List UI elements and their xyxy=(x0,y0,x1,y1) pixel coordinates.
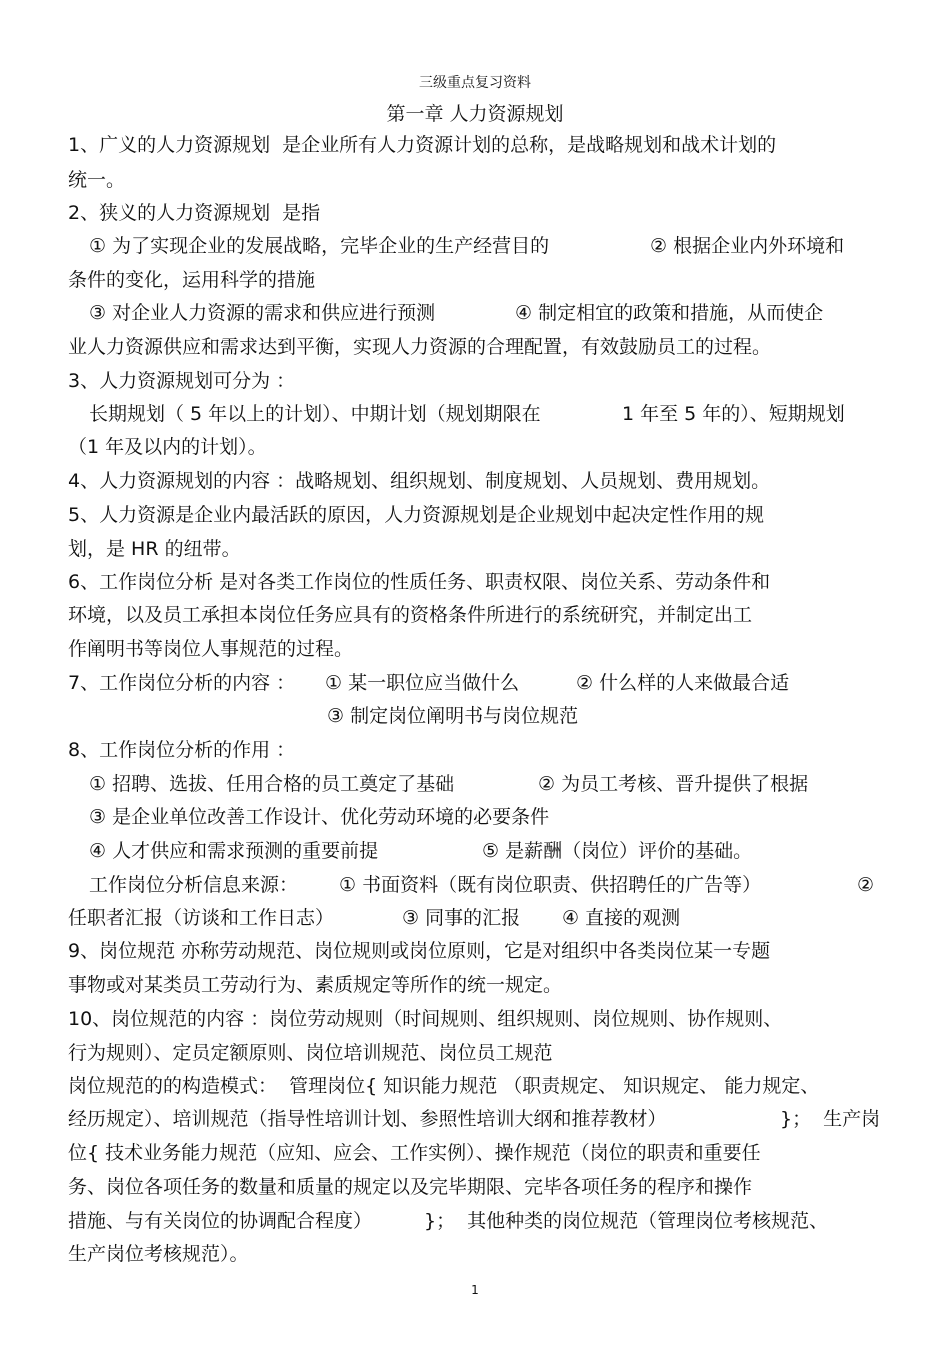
text-line: 9、岗位规范 亦称劳动规范、岗位规则或岗位原则，它是对组织中各类岗位某一专题 xyxy=(68,940,771,962)
text-line: ① 为了实现企业的发展战略，完毕企业的生产经营目的 xyxy=(89,235,550,257)
text-line: 岗位规范的的构造模式： 管理岗位{ 知识能力规范 （职责规定、 知识规定、 能力规定、 xyxy=(68,1075,820,1097)
text-line: ② 什么样的人来做最合适 xyxy=(576,672,790,694)
text-line: ② xyxy=(857,874,875,896)
text-line: （1 年及以内的计划）。 xyxy=(68,436,267,458)
text-line: ④ 人才供应和需求预测的重要前提 xyxy=(89,840,379,862)
text-line: ③ 是企业单位改善工作设计、优化劳动环境的必要条件 xyxy=(89,806,550,828)
text-line: ④ 直接的观测 xyxy=(562,907,681,929)
page-header: 三级重点复习资料 xyxy=(419,75,531,91)
text-line: 5、人力资源是企业内最活跃的原因，人力资源规划是企业规划中起决定性作用的规 xyxy=(68,504,765,526)
text-line: ③ 制定岗位阐明书与岗位规范 xyxy=(327,705,579,727)
text-line: 8、工作岗位分析的作用 ： xyxy=(68,739,296,761)
text-line: 行为规则）、定员定额原则、岗位培训规范、岗位员工规范 xyxy=(68,1042,553,1064)
text-line: 2、狭义的人力资源规划 是指 xyxy=(68,202,321,224)
text-line: ④ 制定相宜的政策和措施，从而使企 xyxy=(515,302,824,324)
text-line: 1、广义的人力资源规划 是企业所有人力资源计划的总称，是战略规划和战术计划的 xyxy=(68,134,777,156)
text-line: 1 年至 5 年的）、短期规划 xyxy=(622,403,845,425)
text-line: }； 其他种类的岗位规范（管理岗位考核规范、 xyxy=(424,1210,829,1232)
text-line: 条件的变化，运用科学的措施 xyxy=(68,269,316,291)
text-line: 长期规划（ 5 年以上的计划）、中期计划（规划期限在 xyxy=(89,403,541,425)
text-line: 4、人力资源规划的内容 ：战略规划、组织规划、制度规划、人员规划、费用规划。 xyxy=(68,470,771,492)
text-line: ② 根据企业内外环境和 xyxy=(650,235,845,257)
text-line: ① 招聘、选拔、任用合格的员工奠定了基础 xyxy=(89,773,455,795)
text-line: 统一。 xyxy=(68,169,126,191)
text-line: 7、工作岗位分析的内容 ： xyxy=(68,672,296,694)
text-line: ① 某一职位应当做什么 xyxy=(325,672,520,694)
text-line: 措施、与有关岗位的协调配合程度） xyxy=(68,1210,373,1232)
text-line: 工作岗位分析信息来源： xyxy=(89,874,299,896)
text-line: 环境，以及员工承担本岗位任务应具有的资格条件所进行的系统研究，并制定出工 xyxy=(68,604,753,626)
text-line: 10、岗位规范的内容 ：岗位劳动规则（时间规则、组织规则、岗位规则、协作规则、 xyxy=(68,1008,783,1030)
text-line: }； 生产岗 xyxy=(780,1108,881,1130)
text-line: ③ 同事的汇报 xyxy=(402,907,521,929)
text-line: 作阐明书等岗位人事规范的过程。 xyxy=(68,638,354,660)
page-number: 1 xyxy=(471,1283,479,1297)
text-line: 任职者汇报（访谈和工作日志） xyxy=(68,907,335,929)
text-line: 3、人力资源规划可分为 ： xyxy=(68,370,296,392)
text-line: ⑤ 是薪酬（岗位）评价的基础。 xyxy=(482,840,753,862)
text-line: 业人力资源供应和需求达到平衡，实现人力资源的合理配置，有效鼓励员工的过程。 xyxy=(68,336,772,358)
text-line: 6、工作岗位分析 是对各类工作岗位的性质任务、职责权限、岗位关系、劳动条件和 xyxy=(68,571,771,593)
text-line: 位{ 技术业务能力规范（应知、应会、工作实例）、操作规范（岗位的职责和重要任 xyxy=(68,1142,761,1164)
text-line: 务、岗位各项任务的数量和质量的规定以及完毕期限、完毕各项任务的程序和操作 xyxy=(68,1176,753,1198)
text-line: ① 书面资料（既有岗位职责、供招聘任的广告等） xyxy=(339,874,762,896)
text-line: 经历规定）、培训规范（指导性培训计划、参照性培训大纲和推荐教材） xyxy=(68,1108,667,1130)
text-line: 事物或对某类员工劳动行为、素质规定等所作的统一规定。 xyxy=(68,974,563,996)
text-line: 划，是 HR 的纽带。 xyxy=(68,538,241,560)
text-line: 生产岗位考核规范）。 xyxy=(68,1243,249,1265)
text-line: ③ 对企业人力资源的需求和供应进行预测 xyxy=(89,302,436,324)
text-line: ② 为员工考核、晋升提供了根据 xyxy=(538,773,809,795)
chapter-title: 第一章 人力资源规划 xyxy=(386,103,564,125)
